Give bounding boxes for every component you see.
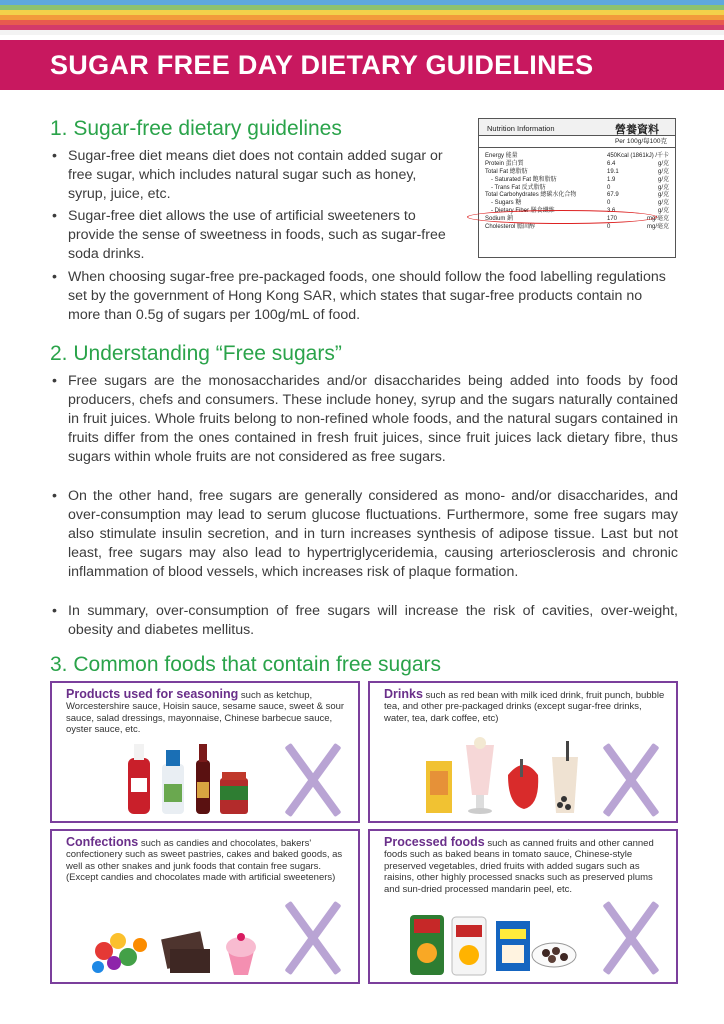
nutrient-unit: g/克 [657, 200, 669, 207]
nutrition-row [479, 153, 675, 161]
page-title: SUGAR FREE DAY DIETARY GUIDELINES [50, 50, 594, 80]
no-x-icon [594, 743, 668, 817]
nutrient-name: Sodium 鈉 [485, 216, 514, 223]
nutrient-name: Cholesterol 膽固醇 [485, 224, 536, 231]
section2-bullet-1: • Free sugars are the monosaccharides and/or disaccharides being added into foods by food producers, chefs and consumers. These include honey, syrup and the sugars naturally contained in fruit juices. Whole fruits belong to non-refined whole foods, and the natural sugars contained in fruits differ from the ones contained in fresh fruit juices, since fruit juices lack dietary fibre, thus sugars within whole fruits are not considered as free sugars. [52, 373, 678, 465]
box-heading: Confections [66, 835, 139, 849]
nutrient-value: 19.1 [607, 168, 619, 175]
nutrient-unit: g/克 [657, 208, 669, 215]
section2-bullet-3: • In summary, over-consumption of free sugars will increase the risk of cavities, over-weight, obesity and diabetes mellitus. [52, 603, 678, 638]
nutrition-per: Per 100g/每100克 [479, 136, 675, 148]
no-x-icon [594, 901, 668, 975]
section1-title: 1. Sugar-free dietary guidelines [50, 117, 342, 140]
processed-foods-image [406, 911, 586, 981]
nutrient-name: - Sugars 糖 [491, 200, 522, 207]
nutrient-value: 0 [607, 224, 611, 231]
nutrient-unit: g/克 [657, 176, 669, 183]
nutrient-value: 3.6 [607, 208, 616, 215]
food-box-drinks: Drinks such as red bean with milk iced drink, fruit punch, bubble tea, and other pre-packaged drinks (except sugar-free drinks, water, tea, dark coffee, etc) [368, 681, 678, 823]
confections-image [88, 911, 268, 981]
nutrient-value: 0 [607, 200, 611, 207]
section3-title: 3. Common foods that contain free sugars [50, 653, 442, 676]
box-heading: Processed foods [384, 835, 485, 849]
sugars-highlight-circle [467, 210, 657, 224]
nutrient-value: 450Kcal (1861kJ) [607, 153, 654, 159]
food-box-confections: Confections such as candies and chocolates, bakers' confectionery such as sweet pastries, cakes and baked goods, as well as other snakes and junk foods that contain free sugars. (Except candies and chocolates made with artificial sweeteners) [50, 829, 360, 984]
box-heading: Drinks [384, 687, 423, 701]
nutrient-unit: g/克 [657, 160, 669, 167]
nutrition-row [479, 169, 675, 177]
section1-bullet-3: • When choosing sugar-free pre-packaged foods, one should follow the food labelling regulations set by the government of Hong Kong SAR, which states that sugar-free products contain no more than 0.5g of sugars per 100g/mL of food. [52, 269, 666, 323]
nutrient-value: 1.9 [607, 176, 616, 183]
nutrient-name: - Dietary Fiber 膳食纖維 [491, 208, 555, 215]
no-x-icon [276, 743, 350, 817]
nutrient-name: Energy 能量 [485, 153, 518, 159]
box-heading: Products used for seasoning [66, 687, 239, 701]
nutrient-name: - Saturated Fat 飽和脂肪 [491, 176, 557, 183]
nutrient-value: 6.4 [607, 160, 616, 167]
section2-bullet-2: • On the other hand, free sugars are generally considered as mono- and/or disaccharides, and over-consumption may lead to serum glucose fluctuations. Furthermore, some free sugars may also stimulate insulin secretion, and in turn increases synthesis of adipose tissue. Last but not least, free sugars may also lead to hypertriglyceridemia, causing arteriosclerosis and chronic inflammation of blood vessels, which increases risk of plaque formation. [52, 488, 678, 580]
nutrient-name: Total Carbohydrates 總碳水化合物 [485, 192, 577, 199]
nutrition-row [479, 177, 675, 185]
nutrition-title-zh: 營養資料 [615, 124, 659, 136]
title-banner [0, 40, 724, 90]
section1-bullet-2: • Sugar-free diet allows the use of artificial sweeteners to provide the sense of sweetness in foods, such as sugar-free soda drinks. [52, 208, 446, 262]
nutrient-unit: g/克 [657, 192, 669, 199]
no-x-icon [276, 901, 350, 975]
nutrient-unit: mg/毫克 [646, 216, 669, 223]
nutrition-row [479, 224, 675, 232]
nutrient-unit: g/克 [657, 184, 669, 191]
food-box-processed: Processed foods such as canned fruits and other canned foods such as baked beans in tomato sauce, Chinese-style preserved vegetables, dried fruits with added sugars such as raisins, other highly processed snacks such as preserved plums and sun-dried processed mandarin peel, etc. [368, 829, 678, 984]
nutrition-title-en: Nutrition Information [487, 124, 555, 133]
section1-bullet-1: • Sugar-free diet means diet does not contain added sugar or free sugar, which includes natural sugar such as honey, syrup, juice, etc. [52, 148, 443, 202]
food-box-seasoning: Products used for seasoning such as ketchup, Worcestershire sauce, Hoisin sauce, sesame sauce, sweet & sour sauce, salad dressings, mayonnaise, Chinese barbecue sauce, oyster sauce, etc. [50, 681, 360, 823]
nutrient-unit: mg/毫克 [646, 224, 669, 231]
nutrition-row [479, 161, 675, 169]
nutrition-label [478, 118, 676, 258]
nutrient-unit: /千卡 [655, 153, 669, 159]
drinks-image [420, 735, 590, 819]
rainbow-stripes [0, 0, 724, 40]
nutrient-unit: g/克 [657, 168, 669, 175]
sauce-bottles-image [122, 738, 262, 818]
nutrient-name: Total Fat 總脂肪 [485, 168, 528, 175]
nutrient-name: - Trans Fat 反式脂肪 [491, 184, 546, 191]
nutrient-value: 0 [607, 184, 611, 191]
nutrient-name: Protein 蛋白質 [485, 160, 524, 167]
nutrient-value: 170 [607, 216, 618, 223]
section2-title: 2. Understanding “Free sugars” [50, 342, 342, 365]
nutrient-value: 67.9 [607, 192, 619, 199]
